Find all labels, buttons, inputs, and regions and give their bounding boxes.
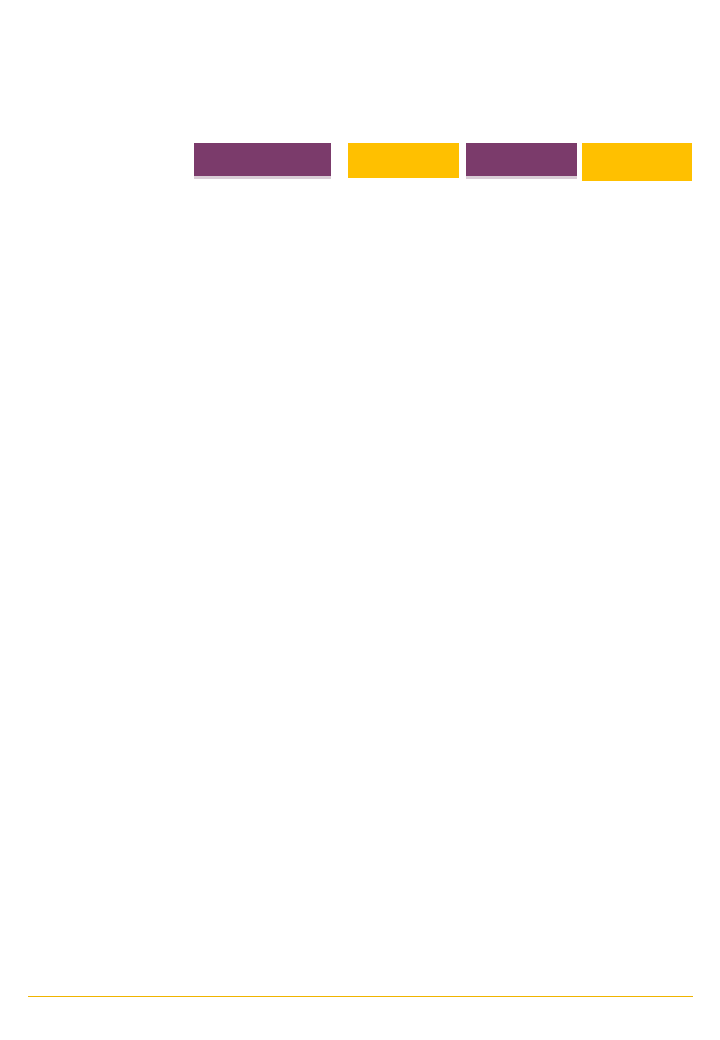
checklist-table xyxy=(28,182,693,997)
header-no xyxy=(466,143,577,179)
header-yes xyxy=(348,143,459,178)
header-comments xyxy=(582,143,692,181)
header-parameters xyxy=(194,143,331,179)
